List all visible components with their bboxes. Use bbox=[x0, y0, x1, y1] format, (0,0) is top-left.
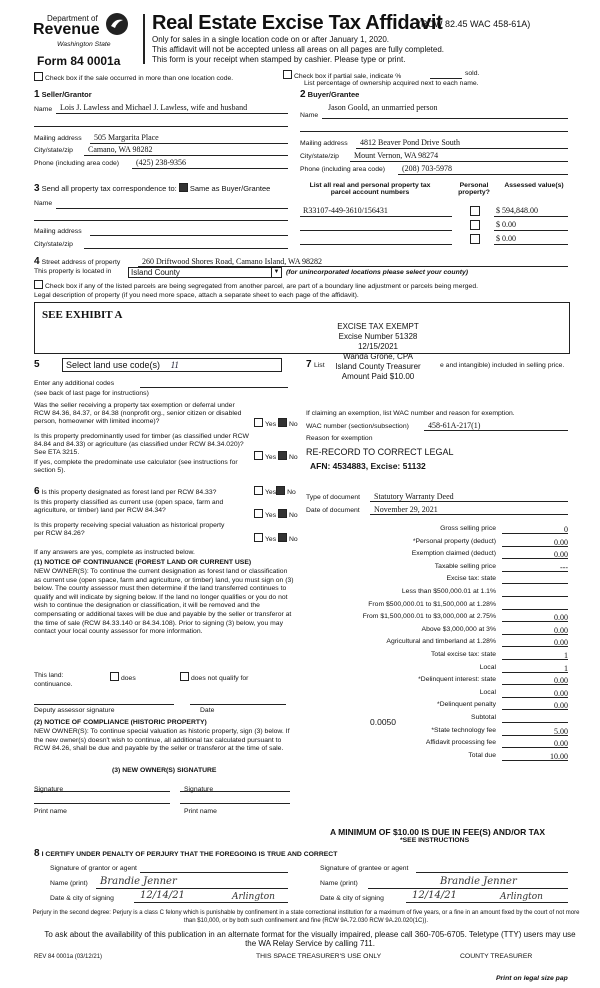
owner-print-2[interactable] bbox=[180, 803, 290, 804]
tax-row-value[interactable]: 1 bbox=[564, 651, 568, 660]
tax-row-line bbox=[502, 571, 568, 572]
segregated-check[interactable] bbox=[34, 280, 478, 290]
partial-sold-label: sold. bbox=[465, 70, 480, 77]
tax-row-value[interactable]: 0.00 bbox=[554, 538, 568, 547]
land-use-select-label: Select land use code(s) bbox=[66, 360, 161, 370]
additional-codes-label: Enter any additional codes bbox=[34, 380, 115, 387]
multi-location-checkbox[interactable] bbox=[34, 72, 43, 81]
section5-num: 5 bbox=[34, 359, 40, 370]
dept-line2: Revenue bbox=[33, 21, 100, 38]
tax-row-label: Less than $500,000.01 at 1.1% bbox=[401, 588, 496, 595]
grantor-date[interactable]: 12/14/21 bbox=[140, 890, 185, 901]
perjury-notice bbox=[26, 910, 586, 925]
deputy-signature-field[interactable] bbox=[34, 704, 174, 705]
grantor-date-line bbox=[134, 902, 288, 903]
additional-codes-field[interactable] bbox=[140, 387, 288, 388]
stamp-line-6: Amount Paid $10.00 bbox=[341, 372, 415, 381]
tax-row-value[interactable]: 0.00 bbox=[554, 613, 568, 622]
buyer-name[interactable]: Jason Goold, an unmarried person bbox=[328, 103, 438, 112]
section6-num: 6 bbox=[34, 486, 40, 497]
grantee-name-line bbox=[368, 888, 568, 889]
tax-row-value[interactable]: 1 bbox=[564, 664, 568, 673]
exempt-label: If claiming an exemption, list WAC number and reason for exemption. bbox=[306, 410, 515, 417]
continuance-text: NEW OWNER(S): To continue the current designation as forest land or classification as current use (open space, farm and agriculture, or timber) land, you must sign on (3) below. The county assessor must then determine if the land transferred continues to qualify and will indicate by signing below. If the land no longer qualifies or you do not wish to continue the designation or classification, it will be removed and the compensating or additional taxes will be due and payable by the seller or transferor at the time of sale (RCW 84.33.140 or 84.34.108). Prior to signing (3) below, you may contact your local county assessor for more information. bbox=[34, 568, 294, 636]
property-street[interactable]: 260 Driftwood Shores Road, Camano Island, WA 98282 bbox=[142, 257, 323, 266]
value-row-1[interactable]: $ 594,848.00 bbox=[496, 206, 538, 215]
stamp-line-3: 12/15/2021 bbox=[357, 342, 399, 351]
deputy-label: Deputy assessor signature bbox=[34, 707, 115, 714]
q-historic-yesno[interactable] bbox=[254, 533, 298, 543]
doc-date-label: Date of document bbox=[306, 507, 360, 514]
seller-num: 1 bbox=[34, 89, 40, 100]
owner-print-label-2: Print name bbox=[184, 808, 217, 815]
grantor-name-line bbox=[96, 888, 288, 889]
tax-row-value[interactable]: 0.00 bbox=[554, 638, 568, 647]
tax-row-value[interactable]: 10.00 bbox=[550, 752, 568, 761]
current-use-yes-label: Yes bbox=[265, 512, 277, 519]
land-use-select-value: 11 bbox=[170, 360, 179, 370]
tax-row-value[interactable]: 0.00 bbox=[554, 626, 568, 635]
ownership-note: List percentage of ownership acquired next to each name. bbox=[304, 80, 479, 87]
buyer-heading-label: Buyer/Grantee bbox=[307, 90, 360, 99]
timber-no-label: No bbox=[288, 454, 298, 461]
tax-row-label: From $500,000.01 to $1,500,000 at 1.28% bbox=[368, 601, 496, 608]
doc-type-label: Type of document bbox=[306, 494, 361, 501]
tax-row-value[interactable]: 0.00 bbox=[554, 689, 568, 698]
personal-row-3-checkbox[interactable] bbox=[470, 234, 480, 244]
tax-row-label: *Delinquent penalty bbox=[437, 701, 496, 708]
forest-yes-label: Yes bbox=[265, 489, 277, 496]
tax-row-label: *Personal property (deduct) bbox=[412, 538, 496, 545]
partial-sale-check[interactable] bbox=[283, 70, 401, 80]
personal-row-1-checkbox[interactable] bbox=[470, 206, 480, 216]
forest-no-checkbox[interactable] bbox=[276, 486, 285, 495]
partial-sale-percent-field[interactable] bbox=[430, 78, 462, 79]
located-label: This property is located in bbox=[34, 268, 112, 275]
q-forest bbox=[34, 486, 216, 497]
section3-name-label: Name bbox=[34, 200, 53, 207]
multi-location-check[interactable] bbox=[34, 72, 233, 82]
q-timber-note: If yes, complete the predominate use calculator (see instructions for section 5). bbox=[34, 459, 238, 474]
parcel-col-header: List all real and personal property tax parcel account numbers bbox=[309, 182, 431, 196]
grantor-name[interactable]: Brandie Jenner bbox=[100, 876, 177, 887]
tax-row-label: Local bbox=[479, 689, 496, 696]
stamp-line-2: Excise Number 51328 bbox=[338, 332, 418, 341]
buyer-name-line bbox=[322, 118, 568, 119]
section3-mailing-field[interactable] bbox=[90, 235, 288, 236]
grantee-sig-label: Signature of grantee or agent bbox=[320, 865, 409, 872]
buyer-num: 2 bbox=[300, 89, 306, 100]
tax-row-value[interactable]: 0 bbox=[564, 525, 568, 534]
does-not-check[interactable] bbox=[180, 672, 248, 682]
section7-text-b: e and intangible) included in selling price. bbox=[440, 362, 565, 369]
timber-yes-checkbox[interactable] bbox=[254, 451, 263, 460]
legal-label: Legal description of property (if you need more space, attach a separate sheet to each page of the affidavit). bbox=[34, 292, 359, 299]
value-row-1-line bbox=[494, 216, 568, 217]
form-statute: (RCW 82.45 WAC 458-61A) bbox=[418, 19, 531, 29]
seller-phone-label: Phone (including area code) bbox=[34, 160, 120, 167]
tax-row-value[interactable]: 5.00 bbox=[554, 727, 568, 736]
street-label: Street address of property bbox=[41, 259, 121, 266]
afn-value: AFN: 4534883, Excise: 51132 bbox=[310, 461, 426, 471]
buyer-mailing[interactable]: 4812 Beaver Pond Drive South bbox=[360, 138, 460, 147]
buyer-mailing-line bbox=[356, 148, 568, 149]
deputy-date-field[interactable] bbox=[190, 704, 286, 705]
q-timber: Is this property predominantly used for timber (as classified under RCW 84.84 and 84.33) or agriculture (as classified under RCW 84.34.020)? See ETA 3215. bbox=[34, 433, 249, 456]
parcel-row-1[interactable]: R33107-449-3610/156431 bbox=[303, 206, 388, 215]
buyer-city[interactable]: Mount Vernon, WA 98274 bbox=[354, 151, 439, 160]
multi-location-label: Check box if the sale occurred in more than one location code. bbox=[45, 75, 234, 82]
buyer-name-label: Name bbox=[300, 112, 319, 119]
section4-num: 4 bbox=[34, 256, 40, 267]
historic-no-checkbox[interactable] bbox=[278, 533, 287, 542]
tax-row-label: Subtotal bbox=[471, 714, 496, 721]
dor-logo bbox=[31, 12, 131, 52]
county-treasurer: COUNTY TREASURER bbox=[460, 953, 533, 960]
doc-type[interactable]: Statutory Warranty Deed bbox=[374, 492, 454, 501]
tax-row-value[interactable]: 0.00 bbox=[554, 550, 568, 559]
grantor-signature-field[interactable] bbox=[140, 872, 288, 873]
timber-no-checkbox[interactable] bbox=[278, 451, 287, 460]
doc-date[interactable]: November 29, 2021 bbox=[374, 505, 438, 514]
answers-instr: If any answers are yes, complete as instructed below. bbox=[34, 549, 195, 556]
partial-sale-checkbox[interactable] bbox=[283, 70, 292, 79]
grantor-city[interactable]: Arlington bbox=[232, 892, 275, 902]
section3-city-label: City/state/zip bbox=[34, 241, 73, 248]
tax-row-label: Excise tax: state bbox=[446, 575, 496, 582]
does-checkbox[interactable] bbox=[110, 672, 119, 681]
historic-yes-checkbox[interactable] bbox=[254, 533, 263, 542]
revenue-logo-icon bbox=[105, 12, 129, 36]
grantee-date-label: Date & city of signing bbox=[320, 895, 384, 902]
rev-number: REV 84 0001a (03/12/21) bbox=[34, 954, 103, 960]
parcel-row-3-line[interactable] bbox=[300, 244, 452, 245]
q-current-use: Is this property classified as current use (open space, farm and agriculture, or timber) land per RCW 84.34? bbox=[34, 499, 224, 514]
segregated-checkbox[interactable] bbox=[34, 280, 43, 289]
certify-heading bbox=[34, 848, 337, 859]
owner-print-1[interactable] bbox=[34, 803, 170, 804]
tax-row-label: Affidavit processing fee bbox=[425, 739, 496, 746]
tax-row-line bbox=[502, 672, 568, 673]
grantee-name-label: Name (print) bbox=[320, 880, 358, 887]
grantee-name[interactable]: Brandie Jenner bbox=[440, 876, 517, 887]
continuance-heading: (1) NOTICE OF CONTINUANCE (FOREST LAND OR CURRENT USE) bbox=[34, 559, 252, 566]
tax-row-line bbox=[502, 609, 568, 610]
does-check[interactable] bbox=[110, 672, 136, 682]
tax-row-value[interactable]: 0.00 bbox=[554, 676, 568, 685]
stamp-line-4: Wanda Grone, CPA bbox=[343, 352, 413, 361]
seller-city[interactable]: Camano, WA 98282 bbox=[88, 145, 153, 154]
owner-signature-label-1: Signature bbox=[34, 786, 64, 793]
q-current-use-yesno[interactable] bbox=[254, 509, 298, 519]
tax-row-line bbox=[502, 533, 568, 534]
tax-row-value[interactable]: --- bbox=[560, 563, 568, 572]
tax-row-label: Taxable selling price bbox=[434, 563, 496, 570]
segregated-label: Check box if any of the listed parcels are being segregated from another parcel, are part of a boundary line adjustment or parcels being merged. bbox=[45, 283, 478, 290]
buyer-phone-line bbox=[398, 174, 568, 175]
same-as-buyer-label: Same as Buyer/Grantee bbox=[189, 184, 271, 193]
section3-num: 3 bbox=[34, 183, 40, 194]
wac-label: WAC number (section/subsection) bbox=[306, 423, 409, 430]
compliance-text: NEW OWNER(S): To continue special valuation as historic property, sign (3) below. If the new owner(s) doesn't wish to continue, all additional tax calculated pursuant to RCW 84.26, shall be due and payable by the seller or transferor at the time of sale. bbox=[34, 728, 290, 753]
buyer-name-line-2 bbox=[300, 131, 568, 132]
grantee-city[interactable]: Arlington bbox=[500, 892, 543, 902]
tax-row-label: Above $3,000,000 at 3% bbox=[421, 626, 496, 633]
tax-row-label: Local bbox=[479, 664, 496, 671]
buyer-mailing-label: Mailing address bbox=[300, 140, 348, 147]
header-note-1: Only for sales in a single location code on or after January 1, 2020. bbox=[152, 35, 390, 44]
chevron-down-icon[interactable]: ▼ bbox=[271, 268, 281, 277]
grantor-sig-label: Signature of grantor or agent bbox=[50, 865, 137, 872]
value-row-2[interactable]: $ 0.00 bbox=[496, 220, 516, 229]
section4-street bbox=[34, 256, 120, 267]
seller-name-line bbox=[56, 113, 288, 114]
exemption-no-checkbox[interactable] bbox=[278, 418, 287, 427]
treasurer-use: THIS SPACE TREASURER'S USE ONLY bbox=[256, 953, 382, 960]
value-row-3-line bbox=[494, 244, 568, 245]
this-land-label: This land: bbox=[34, 672, 64, 679]
current-use-no-checkbox[interactable] bbox=[278, 509, 287, 518]
tax-row-line bbox=[502, 583, 568, 584]
wac-line bbox=[424, 430, 568, 431]
grantee-signature-field[interactable] bbox=[416, 872, 568, 873]
doc-date-line bbox=[370, 514, 568, 515]
q-timber-yesno[interactable] bbox=[254, 451, 298, 461]
owner-signature-label-2: Signature bbox=[184, 786, 214, 793]
land-use-select[interactable] bbox=[62, 358, 282, 372]
perjury-text: Perjury in the second degree: Perjury is a class C felony which is punishable by confinement in a state correctional institution for a maximum of five years, or a fine in an amount fixed by the court of not more than $10,000, or by both such confinement and fine (RCW 9A.72.030 RCW 9A.20.020(1C)). bbox=[32, 910, 580, 924]
seller-phone[interactable]: (425) 238-9356 bbox=[136, 158, 186, 167]
minimum-due-note: A MINIMUM OF $10.00 IS DUE IN FEE(S) AND/OR TAX bbox=[330, 827, 546, 837]
timber-yes-label: Yes bbox=[265, 454, 277, 461]
assessed-col-header: Assessed value(s) bbox=[504, 182, 564, 189]
buyer-city-label: City/state/zip bbox=[300, 153, 339, 160]
exemption-no-label: No bbox=[288, 421, 298, 428]
local-rate: 0.0050 bbox=[370, 717, 396, 727]
section3-text: Send all property tax correspondence to: bbox=[41, 184, 177, 193]
historic-no-label: No bbox=[288, 536, 298, 543]
tax-row-line bbox=[502, 722, 568, 723]
wac-number[interactable]: 458-61A-217(1) bbox=[428, 421, 481, 430]
tax-row-label: Exemption claimed (deduct) bbox=[411, 550, 496, 557]
section3-heading bbox=[34, 183, 270, 194]
county-select[interactable] bbox=[128, 267, 282, 278]
section3-city-field[interactable] bbox=[84, 248, 288, 249]
header-note-3: This form is your receipt when stamped by cashier. Please type or print. bbox=[152, 55, 406, 64]
tax-row-label: *Delinquent interest: state bbox=[418, 676, 496, 683]
header-divider bbox=[143, 14, 145, 64]
forest-no-label: No bbox=[287, 489, 296, 496]
tax-row-label: Gross selling price bbox=[440, 525, 496, 532]
continuance-label: continuance. bbox=[34, 681, 73, 688]
grantor-date-label: Date & city of signing bbox=[50, 895, 114, 902]
section8-num: 8 bbox=[34, 848, 40, 859]
form-number: Form 84 0001a bbox=[37, 54, 121, 68]
seller-city-line bbox=[84, 155, 288, 156]
historic-yes-label: Yes bbox=[265, 536, 277, 543]
print-legal-note: Print on legal size pap bbox=[496, 975, 568, 982]
personal-row-2-checkbox[interactable] bbox=[470, 220, 480, 230]
section7-text-a: List bbox=[314, 362, 325, 369]
seller-name-line-2 bbox=[34, 126, 288, 127]
excise-exempt-stamp bbox=[318, 322, 438, 382]
parcel-row-2-line[interactable] bbox=[300, 230, 452, 231]
tax-row-line bbox=[502, 659, 568, 660]
partial-sale-label: Check box if partial sale, indicate % bbox=[294, 73, 402, 80]
seller-mailing-line bbox=[90, 143, 288, 144]
section3-name-field[interactable] bbox=[56, 208, 288, 209]
reason-label: Reason for exemption bbox=[306, 435, 373, 442]
seller-name-label: Name bbox=[34, 106, 53, 113]
seller-mailing-label: Mailing address bbox=[34, 135, 82, 142]
header-note-2: This affidavit will not be accepted unless all areas on all pages are fully completed. bbox=[152, 45, 445, 54]
tax-row-value[interactable]: 0.00 bbox=[554, 739, 568, 748]
personal-col-header: Personal property? bbox=[458, 182, 490, 196]
reason-value[interactable]: RE-RECORD TO CORRECT LEGAL bbox=[306, 447, 454, 457]
grantee-date[interactable]: 12/14/21 bbox=[412, 890, 457, 901]
dept-line1: Department of bbox=[47, 14, 98, 23]
q-forest-text: Is this property designated as forest land per RCW 84.33? bbox=[41, 489, 217, 496]
seller-name[interactable]: Lois J. Lawless and Michael J. Lawless, wife and husband bbox=[60, 103, 248, 112]
located-note: (for unincorporated locations please select your county) bbox=[286, 269, 469, 276]
deputy-date-label: Date bbox=[200, 707, 215, 714]
current-use-yes-checkbox[interactable] bbox=[254, 509, 263, 518]
buyer-heading bbox=[300, 89, 359, 100]
grantor-name-label: Name (print) bbox=[50, 880, 88, 887]
exemption-yes-checkbox[interactable] bbox=[254, 418, 263, 427]
current-use-no-label: No bbox=[288, 512, 298, 519]
seller-city-label: City/state/zip bbox=[34, 147, 73, 154]
tax-row-label: Total excise tax: state bbox=[431, 651, 496, 658]
exemption-yes-label: Yes bbox=[265, 421, 277, 428]
does-label: does bbox=[121, 675, 136, 682]
owner-print-label-1: Print name bbox=[34, 808, 67, 815]
q-forest-yesno[interactable] bbox=[254, 486, 296, 496]
tax-row-label: Total due bbox=[468, 752, 496, 759]
see-back-label: (see back of last page for instructions) bbox=[34, 390, 149, 397]
see-instructions-note: *SEE INSTRUCTIONS bbox=[400, 837, 470, 844]
county-select-value: Island County bbox=[131, 268, 180, 277]
section7-num: 7 bbox=[306, 359, 312, 370]
forest-yes-checkbox[interactable] bbox=[254, 486, 263, 495]
new-owner-sig-heading: (3) NEW OWNER(S) SIGNATURE bbox=[112, 767, 217, 774]
value-row-3[interactable]: $ 0.00 bbox=[496, 234, 516, 243]
parcel-row-1-line bbox=[300, 216, 452, 217]
does-not-label: does not qualify for bbox=[191, 675, 249, 682]
form-title: Real Estate Excise Tax Affidavit bbox=[152, 12, 443, 34]
section3-mailing-label: Mailing address bbox=[34, 228, 82, 235]
compliance-heading: (2) NOTICE OF COMPLIANCE (HISTORIC PROPERTY) bbox=[34, 719, 207, 726]
buyer-city-line bbox=[350, 161, 568, 162]
does-not-checkbox[interactable] bbox=[180, 672, 189, 681]
same-as-buyer-checkbox[interactable] bbox=[179, 183, 188, 192]
tax-row-value[interactable]: 0.00 bbox=[554, 701, 568, 710]
tax-row-label: Agricultural and timberland at 1.28% bbox=[386, 638, 496, 645]
legal-description: SEE EXHIBIT A bbox=[42, 309, 123, 321]
certify-text: I CERTIFY UNDER PENALTY OF PERJURY THAT THE FOREGOING IS TRUE AND CORRECT bbox=[41, 851, 338, 858]
buyer-phone-label: Phone (including area code) bbox=[300, 166, 386, 173]
tax-row-line bbox=[502, 596, 568, 597]
dept-line3: Washington State bbox=[57, 41, 111, 48]
doc-type-line bbox=[370, 501, 568, 502]
section3-name-line-2 bbox=[34, 220, 288, 221]
grantee-date-line bbox=[406, 902, 568, 903]
stamp-line-5: Island County Treasurer bbox=[335, 362, 421, 371]
buyer-phone[interactable]: (208) 703-5978 bbox=[402, 164, 452, 173]
q-exemption-yesno[interactable] bbox=[254, 418, 298, 428]
alt-format-notice: To ask about the availability of this publication in an alternate format for the visually impaired, please call 360-705-6705. Teletype (TTY) users may use the WA Relay Service by calling 711. bbox=[44, 930, 576, 948]
seller-phone-line bbox=[132, 168, 288, 169]
value-row-2-line bbox=[494, 230, 568, 231]
seller-mailing[interactable]: 505 Margarita Place bbox=[94, 133, 159, 142]
q-historic: Is this property receiving special valuation as historical property per RCW 84.26? bbox=[34, 522, 225, 537]
q-exemption: Was the seller receiving a property tax exemption or deferral under RCW 84.36, 84.37, or 84.38 (nonprofit org., senior citizen or disabled person, homeowner with limited income)? bbox=[34, 402, 242, 425]
seller-heading bbox=[34, 89, 92, 100]
tax-row-label: *State technology fee bbox=[431, 727, 496, 734]
seller-heading-label: Seller/Grantor bbox=[41, 90, 92, 99]
tax-row-label: From $1,500,000.01 to $3,000,000 at 2.75% bbox=[362, 613, 496, 620]
stamp-line-1: EXCISE TAX EXEMPT bbox=[337, 322, 419, 331]
